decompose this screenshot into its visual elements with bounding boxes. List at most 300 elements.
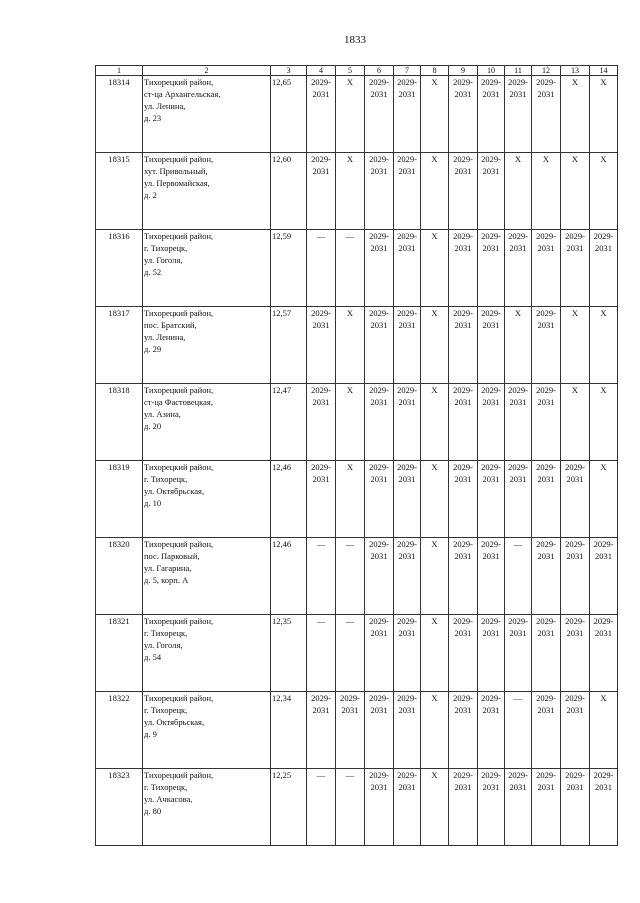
record-number: 18323 (96, 769, 143, 846)
period-cell (365, 538, 394, 615)
period-text: 2029- (508, 385, 528, 395)
address-line: Тихорецкий район, (144, 154, 214, 164)
period-text: 2029- (481, 154, 501, 164)
period-cell (421, 692, 449, 769)
period-text: 2031 (595, 628, 612, 638)
table-row (96, 76, 618, 153)
period-cell (561, 384, 590, 461)
period-text: 2031 (370, 166, 388, 176)
period-text: 2031 (537, 705, 555, 715)
period-cell (561, 76, 590, 153)
period-text: 2029- (369, 308, 389, 318)
period-cell (505, 384, 532, 461)
period-cell (394, 153, 421, 230)
period-text: X (431, 77, 438, 87)
period-text: 2029- (453, 308, 473, 318)
period-text: 2031 (454, 782, 472, 792)
period-cell (307, 230, 336, 307)
period-text: 2029- (593, 616, 614, 626)
address-line: Тихорецкий район, (144, 308, 214, 318)
table-row (96, 153, 618, 230)
address-line: ул. Октябрьская, (144, 486, 205, 496)
period-text: — (345, 770, 355, 780)
period-text: 2029- (340, 693, 360, 703)
table-body (96, 76, 618, 846)
page-number: 1833 (344, 34, 366, 46)
period-cell (505, 76, 532, 153)
period-text: 2029- (593, 770, 614, 780)
period-text: 2031 (482, 628, 500, 638)
period-text: 2031 (398, 551, 416, 561)
period-text: 2029- (453, 462, 473, 472)
period-text: 2029- (397, 539, 417, 549)
period-cell (365, 153, 394, 230)
period-text: 2031 (454, 705, 472, 715)
period-cell (307, 538, 336, 615)
period-text: 2029- (453, 77, 473, 87)
period-cell (307, 692, 336, 769)
period-text: X (431, 693, 438, 703)
period-cell (307, 769, 336, 846)
period-cell (590, 153, 618, 230)
address-line: г. Тихорецк, (144, 628, 188, 638)
address-line: пос. Парковый, (144, 551, 200, 561)
period-text: 2029- (311, 693, 331, 703)
address-line: пос. Братский, (144, 320, 197, 330)
period-text: 2029- (397, 154, 417, 164)
period-cell (561, 153, 590, 230)
address-line: д. 5, корп. А (144, 575, 189, 585)
period-text: 2031 (454, 397, 472, 407)
address-line: д. 9 (144, 729, 157, 739)
period-text: 2031 (398, 89, 416, 99)
table-row (96, 384, 618, 461)
period-text: 2029- (508, 77, 528, 87)
period-text: X (600, 385, 607, 395)
period-text: 2031 (398, 474, 416, 484)
record-number: 18319 (96, 461, 143, 538)
period-text: 2029- (536, 462, 556, 472)
address-cell (143, 153, 271, 230)
period-text: 2029- (593, 231, 614, 241)
period-text: 2031 (454, 320, 472, 330)
period-text: 2031 (312, 166, 330, 176)
address-cell (143, 615, 271, 692)
address-line: Тихорецкий район, (144, 231, 214, 241)
column-header: 13 (561, 66, 590, 76)
period-cell (336, 307, 365, 384)
address-cell (143, 307, 271, 384)
address-cell (143, 692, 271, 769)
period-text: 2029- (453, 693, 473, 703)
period-text: 2029- (397, 231, 417, 241)
period-text: 2031 (370, 397, 388, 407)
period-text: 2029- (397, 462, 417, 472)
period-text: — (316, 231, 326, 241)
column-header: 4 (307, 66, 336, 76)
period-text: 2029- (565, 616, 585, 626)
period-cell (449, 230, 478, 307)
period-cell (590, 76, 618, 153)
period-cell (421, 76, 449, 153)
period-text: 2029- (481, 385, 501, 395)
period-text: 2031 (537, 397, 555, 407)
period-cell (532, 230, 561, 307)
period-cell (561, 230, 590, 307)
period-text: 2031 (566, 243, 584, 253)
record-number: 18314 (96, 76, 143, 153)
period-cell (532, 153, 561, 230)
period-cell (505, 307, 532, 384)
period-text: 2029- (397, 693, 417, 703)
period-text: 2031 (370, 782, 388, 792)
address-cell (143, 538, 271, 615)
period-cell (478, 384, 505, 461)
period-text: 2031 (398, 705, 416, 715)
period-text: 2031 (482, 243, 500, 253)
period-text: 2029- (565, 539, 585, 549)
column-header: 7 (394, 66, 421, 76)
address-line: ул. Ленина, (144, 332, 186, 342)
period-cell (394, 76, 421, 153)
period-text: 2031 (312, 320, 330, 330)
address-cell (143, 230, 271, 307)
address-line: ул. Первомайская, (144, 178, 210, 188)
period-text: 2029- (397, 77, 417, 87)
period-text: X (431, 308, 438, 318)
period-cell (590, 538, 618, 615)
address-cell (143, 384, 271, 461)
record-number: 18315 (96, 153, 143, 230)
column-header: 6 (365, 66, 394, 76)
period-text: 2029- (508, 231, 528, 241)
period-cell (532, 461, 561, 538)
address-line: ул. Ачкасова, (144, 794, 193, 804)
record-number: 18320 (96, 538, 143, 615)
period-cell (394, 230, 421, 307)
period-cell (336, 538, 365, 615)
period-cell (590, 307, 618, 384)
period-cell (421, 461, 449, 538)
period-text: 2031 (509, 89, 527, 99)
period-text: 2029- (369, 770, 389, 780)
period-text: X (431, 616, 438, 626)
period-cell (449, 461, 478, 538)
period-text: 2031 (566, 551, 584, 561)
period-cell (421, 153, 449, 230)
period-cell (590, 384, 618, 461)
address-line: ул. Гоголя, (144, 640, 183, 650)
period-cell (478, 76, 505, 153)
period-text: X (431, 770, 438, 780)
period-cell (478, 769, 505, 846)
address-line: ст-ца Фастовецкая, (144, 397, 213, 407)
period-text: X (600, 693, 607, 703)
address-cell (143, 769, 271, 846)
period-text: 2031 (370, 320, 388, 330)
period-text: 2031 (566, 628, 584, 638)
period-text: 2031 (370, 89, 388, 99)
address-cell (143, 461, 271, 538)
address-line: ул. Гагарина, (144, 563, 192, 573)
period-text: 2031 (595, 243, 612, 253)
period-text: 2031 (509, 243, 527, 253)
period-cell (365, 692, 394, 769)
period-text: 2031 (454, 166, 472, 176)
period-text: 2031 (398, 166, 416, 176)
table-row (96, 615, 618, 692)
table-row (96, 769, 618, 846)
period-text: X (346, 77, 354, 87)
period-text: 2031 (398, 320, 416, 330)
period-text: X (600, 308, 607, 318)
period-text: 2031 (454, 89, 472, 99)
period-text: 2029- (508, 462, 528, 472)
period-text: 2029- (369, 616, 389, 626)
period-text: 2029- (536, 693, 556, 703)
table-header-row (96, 66, 618, 76)
record-number: 18316 (96, 230, 143, 307)
period-text: X (514, 308, 522, 318)
period-cell (421, 384, 449, 461)
period-cell (478, 692, 505, 769)
period-text: 2029- (397, 308, 417, 318)
period-cell (590, 692, 618, 769)
period-cell (478, 615, 505, 692)
column-header: 8 (421, 66, 449, 76)
period-text: 2029- (565, 770, 585, 780)
period-text: 2029- (369, 154, 389, 164)
period-cell (478, 153, 505, 230)
period-text: 2031 (537, 551, 555, 561)
period-cell (449, 76, 478, 153)
period-cell (365, 384, 394, 461)
period-cell (307, 384, 336, 461)
period-text: 2029- (536, 616, 556, 626)
address-line: ул. Гоголя, (144, 255, 183, 265)
period-cell (421, 538, 449, 615)
period-cell (365, 461, 394, 538)
period-text: 2031 (454, 474, 472, 484)
period-text: — (316, 770, 326, 780)
period-text: 2031 (454, 243, 472, 253)
period-cell (505, 769, 532, 846)
period-cell (505, 538, 532, 615)
area-value: 12,35 (271, 615, 307, 692)
column-header: 2 (143, 66, 271, 76)
period-cell (307, 307, 336, 384)
period-cell (421, 769, 449, 846)
period-text: 2029- (481, 770, 501, 780)
period-cell (505, 692, 532, 769)
period-text: — (345, 539, 355, 549)
period-text: 2029- (453, 154, 473, 164)
period-cell (532, 769, 561, 846)
period-cell (590, 230, 618, 307)
period-cell (561, 538, 590, 615)
period-text: X (571, 77, 579, 87)
period-text: X (346, 308, 354, 318)
period-text: 2029- (565, 231, 585, 241)
period-text: 2029- (536, 231, 556, 241)
period-text: 2031 (454, 551, 472, 561)
period-text: 2029- (369, 539, 389, 549)
period-cell (532, 615, 561, 692)
period-text: X (346, 385, 354, 395)
address-line: ст-ца Архангельская, (144, 89, 221, 99)
registry-table (95, 65, 618, 846)
column-header: 11 (505, 66, 532, 76)
area-value: 12,25 (271, 769, 307, 846)
column-header: 3 (271, 66, 307, 76)
period-cell (532, 538, 561, 615)
period-text: X (431, 385, 438, 395)
period-cell (421, 307, 449, 384)
period-cell (449, 769, 478, 846)
period-text: 2031 (482, 320, 500, 330)
period-text: 2031 (370, 243, 388, 253)
period-cell (336, 615, 365, 692)
period-cell (307, 76, 336, 153)
period-text: 2029- (481, 693, 501, 703)
address-line: Тихорецкий район, (144, 77, 214, 87)
period-text: 2029- (453, 231, 473, 241)
period-cell (421, 615, 449, 692)
address-line: д. 52 (144, 267, 162, 277)
period-text: X (600, 77, 607, 87)
column-header: 5 (336, 66, 365, 76)
period-text: 2029- (508, 770, 528, 780)
address-line: д. 29 (144, 344, 162, 354)
period-text: 2029- (397, 770, 417, 780)
period-cell (561, 769, 590, 846)
period-text: 2031 (537, 782, 555, 792)
period-text: 2029- (311, 385, 331, 395)
period-text: 2029- (481, 616, 501, 626)
period-text: 2031 (595, 551, 612, 561)
period-text: 2029- (536, 77, 556, 87)
period-cell (336, 230, 365, 307)
period-text: — (345, 616, 355, 626)
address-line: ул. Азина, (144, 409, 181, 419)
record-number: 18322 (96, 692, 143, 769)
period-text: 2031 (482, 397, 500, 407)
address-line: д. 20 (144, 421, 162, 431)
period-text: 2029- (453, 385, 473, 395)
period-text: 2029- (565, 462, 585, 472)
period-text: X (346, 154, 354, 164)
period-cell (336, 692, 365, 769)
period-text: 2031 (370, 628, 388, 638)
period-cell (307, 615, 336, 692)
period-text: 2031 (312, 397, 330, 407)
period-cell (365, 769, 394, 846)
area-value: 12,34 (271, 692, 307, 769)
period-text: X (346, 462, 354, 472)
period-text: X (571, 308, 579, 318)
period-text: 2031 (454, 628, 472, 638)
period-text: 2031 (595, 782, 612, 792)
period-text: 2031 (566, 782, 584, 792)
address-line: хут. Привольный, (144, 166, 208, 176)
period-text: 2031 (566, 474, 584, 484)
period-text: 2031 (482, 474, 500, 484)
table-row (96, 307, 618, 384)
address-line: Тихорецкий район, (144, 462, 214, 472)
table-row (96, 538, 618, 615)
period-text: — (513, 539, 523, 549)
area-value: 12,57 (271, 307, 307, 384)
period-text: 2031 (537, 474, 555, 484)
period-cell (336, 769, 365, 846)
address-line: Тихорецкий район, (144, 770, 214, 780)
period-text: 2029- (311, 308, 331, 318)
period-cell (478, 307, 505, 384)
address-line: д. 23 (144, 113, 162, 123)
period-cell (478, 538, 505, 615)
period-cell (505, 615, 532, 692)
period-text: 2031 (482, 166, 500, 176)
period-text: 2031 (370, 551, 388, 561)
period-cell (394, 384, 421, 461)
period-cell (505, 461, 532, 538)
period-cell (532, 76, 561, 153)
period-text: 2029- (369, 693, 389, 703)
table-row (96, 461, 618, 538)
period-text: X (514, 154, 522, 164)
address-line: Тихорецкий район, (144, 539, 214, 549)
period-text: 2029- (481, 539, 501, 549)
period-text: 2029- (311, 462, 331, 472)
address-line: г. Тихорецк, (144, 474, 188, 484)
period-text: 2031 (398, 782, 416, 792)
address-line: г. Тихорецк, (144, 705, 188, 715)
period-cell (394, 461, 421, 538)
period-cell (561, 461, 590, 538)
table-row (96, 230, 618, 307)
period-text: 2029- (536, 308, 556, 318)
period-cell (365, 615, 394, 692)
period-text: 2029- (369, 462, 389, 472)
period-cell (590, 615, 618, 692)
period-text: 2029- (481, 77, 501, 87)
area-value: 12,46 (271, 538, 307, 615)
period-cell (394, 692, 421, 769)
address-line: д. 10 (144, 498, 162, 508)
period-text: X (571, 154, 579, 164)
period-cell (336, 461, 365, 538)
period-text: 2031 (566, 705, 584, 715)
column-header: 1 (96, 66, 143, 76)
period-cell (394, 615, 421, 692)
period-cell (561, 692, 590, 769)
area-value: 12,65 (271, 76, 307, 153)
period-text: 2029- (369, 77, 389, 87)
period-text: 2029- (369, 385, 389, 395)
period-cell (394, 307, 421, 384)
period-cell (365, 307, 394, 384)
period-text: 2031 (537, 243, 555, 253)
period-text: 2031 (312, 705, 330, 715)
period-text: 2031 (537, 89, 555, 99)
column-header: 9 (449, 66, 478, 76)
period-cell (449, 692, 478, 769)
period-text: 2031 (509, 782, 527, 792)
period-text: 2031 (370, 705, 388, 715)
period-text: 2029- (453, 539, 473, 549)
period-cell (505, 153, 532, 230)
period-text: 2031 (312, 474, 330, 484)
